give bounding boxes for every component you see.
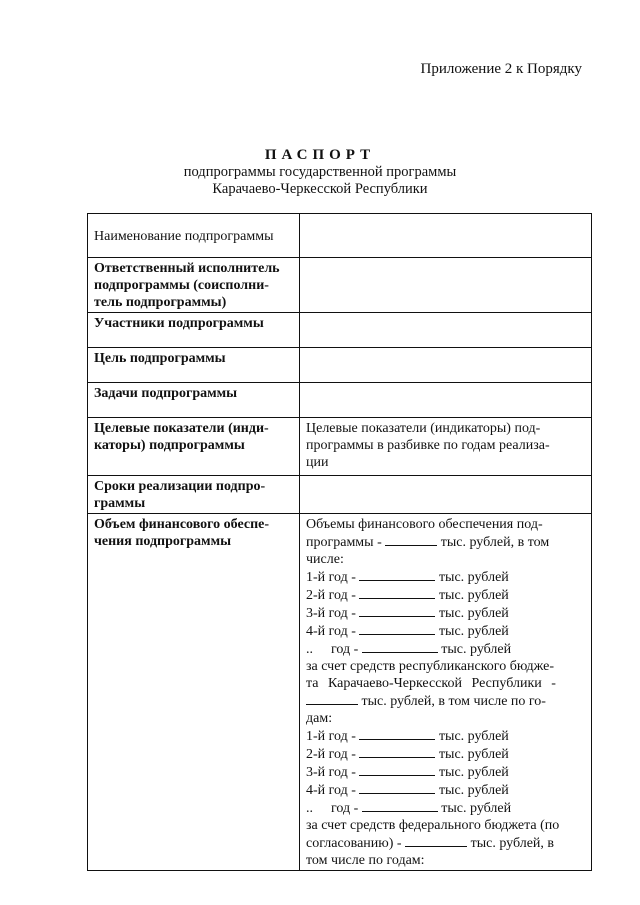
row-terms-value [300,476,592,514]
row-indicators-value: Целевые показатели (индикаторы) под- программы в разбивке по годам реализа- ции [300,418,592,476]
passport-table [87,213,592,871]
funding-intro-line2: программы - тыс. рублей, в том [306,535,550,550]
amount-blank [359,586,435,599]
funding-intro-line3: числе: [306,552,344,567]
funding-year-line: 4-й год - тыс. рублей [306,783,509,798]
row-name-value [300,214,592,258]
row-participants-value [300,313,592,348]
title-block [0,146,640,198]
row-participants [88,313,592,348]
amount-blank [405,834,467,847]
funding-year-line: 2-й год - тыс. рублей [306,588,509,603]
amount-blank [359,727,435,740]
funding-year-line: 4-й год - тыс. рублей [306,624,509,639]
amount-blank [306,692,358,705]
appendix-note: Приложение 2 к Порядку [420,61,582,77]
row-executor [88,258,592,313]
funding-year-line: 3-й год - тыс. рублей [306,606,509,621]
amount-blank [362,640,438,653]
row-name-label: Наименование подпрограммы [88,214,300,258]
row-funding-value [300,514,592,871]
funding-regional-line3: тыс. рублей, в том числе по го- [306,692,586,710]
row-indicators [88,418,592,476]
funding-year-line: 1-й год - тыс. рублей [306,570,509,585]
row-name [88,214,592,258]
row-indicators-label: Целевые показатели (инди- каторы) подпрограммы [88,418,300,476]
row-goal [88,348,592,383]
funding-regional-line4: дам: [306,711,333,726]
row-tasks [88,383,592,418]
row-tasks-label: Задачи подпрограммы [88,383,300,418]
funding-year-line: 3-й год - тыс. рублей [306,765,509,780]
funding-federal-line2: согласованию) - тыс. рублей, в [306,836,555,851]
amount-blank [359,763,435,776]
funding-intro-line1: Объемы финансового обеспечения под- [306,517,543,532]
row-terms-label: Сроки реализации подпро- граммы [88,476,300,514]
row-goal-label: Цель подпрограммы [88,348,300,383]
amount-blank [359,604,435,617]
amount-blank [359,568,435,581]
row-funding-label: Объем финансового обеспе- чения подпрограммы [88,514,300,871]
row-tasks-value [300,383,592,418]
document-subtitle-line1: подпрограммы государственной программы [183,164,457,180]
document-subtitle-line2: Карачаево-Черкесской Республики [212,181,428,197]
amount-blank [359,745,435,758]
funding-year-line: 2-й год - тыс. рублей [306,747,509,762]
amount-blank [359,622,435,635]
funding-year-line: 1-й год - тыс. рублей [306,729,509,744]
funding-year-line: .. год - тыс. рублей [306,642,512,657]
row-participants-label: Участники подпрограммы [88,313,300,348]
row-terms [88,476,592,514]
funding-federal-line3: том числе по годам: [306,853,425,868]
row-executor-label: Ответственный исполнитель подпрограммы (соисполни- тель подпрограммы) [88,258,300,313]
funding-total-blank [385,533,437,546]
document-title: ПАСПОРТ [264,147,376,163]
amount-blank [362,799,438,812]
funding-regional-line2: та Карачаево-Черкесской Республики - [306,676,556,691]
row-goal-value [300,348,592,383]
amount-blank [359,781,435,794]
row-funding [88,514,592,871]
row-executor-value [300,258,592,313]
funding-year-line: .. год - тыс. рублей [306,801,512,816]
funding-federal-line1: за счет средств федерального бюджета (по [306,818,560,833]
funding-regional-line1: за счет средств республиканского бюдже- [306,659,555,674]
